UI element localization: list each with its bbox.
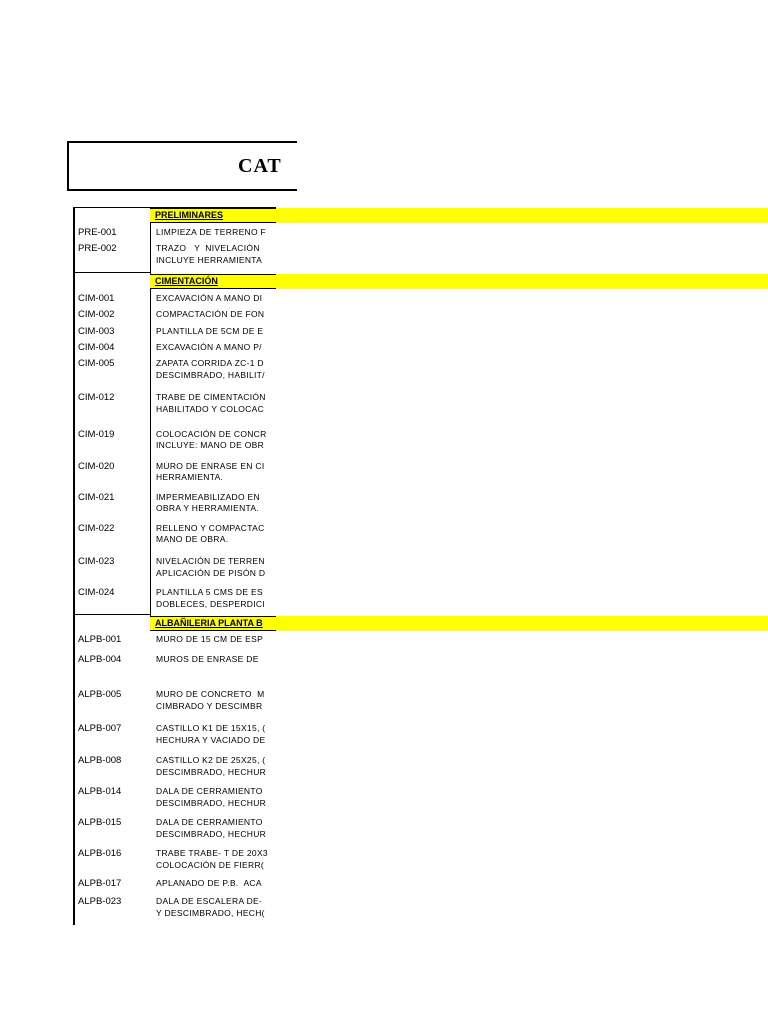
row-description: LIMPIEZA DE TERRENO F (156, 227, 267, 237)
row-description: DALA DE ESCALERA DE- (156, 896, 263, 906)
row-description: HERRAMIENTA. (156, 472, 224, 482)
row-code: CIM-005 (78, 358, 115, 369)
row-code: ALPB-014 (78, 786, 122, 797)
row-code: ALPB-008 (78, 755, 122, 766)
row-description: CIMBRADO Y DESCIMBR (156, 701, 263, 711)
row-description: DOBLECES, DESPERDICI (156, 599, 265, 609)
row-code: CIM-022 (78, 523, 115, 534)
row-divider (75, 272, 150, 273)
row-description: INCLUYE: MANO DE OBR (156, 440, 265, 450)
row-code: PRE-002 (78, 243, 117, 254)
row-code: ALPB-007 (78, 723, 122, 734)
row-description: HECHURA Y VACIADO DE (156, 735, 266, 745)
row-description: PLANTILLA 5 CMS DE ES (156, 587, 263, 597)
row-description: MANO DE OBRA. (156, 534, 229, 544)
row-description: DESCIMBRADO, HABILIT/ (156, 370, 265, 380)
row-description: COLOCACIÓN DE CONCR (156, 429, 267, 439)
section-band-cimentacion (276, 274, 768, 289)
spreadsheet-visible-area (0, 0, 282, 1024)
row-code: CIM-001 (78, 293, 115, 304)
row-description: APLICACIÓN DE PISÓN D (156, 568, 266, 578)
row-description: APLANADO DE P.B. ACA (156, 878, 262, 888)
row-code: CIM-021 (78, 492, 115, 503)
row-code: CIM-002 (78, 309, 115, 320)
section-label: CIMENTACIÓN (155, 276, 218, 286)
row-description: HABILITADO Y COLOCAC (156, 404, 265, 414)
row-description: MURO DE ENRASE EN CI (156, 461, 265, 471)
row-code: CIM-003 (78, 326, 115, 337)
row-description: IMPERMEABILIZADO EN (156, 492, 260, 502)
row-code: ALPB-004 (78, 654, 122, 665)
page-title: CAT (238, 155, 282, 177)
row-description: Y DESCIMBRADO, HECH( (156, 908, 265, 918)
row-code: ALPB-023 (78, 896, 122, 907)
section-label: ALBAÑILERIA PLANTA B (155, 618, 263, 628)
row-description: INCLUYE HERRAMIENTA (156, 255, 263, 265)
row-divider (75, 614, 150, 615)
row-description: MURO DE 15 CM DE ESP (156, 634, 264, 644)
row-code: ALPB-015 (78, 817, 122, 828)
row-code: CIM-023 (78, 556, 115, 567)
row-description: OBRA Y HERRAMIENTA. (156, 503, 260, 513)
row-description: EXCAVACIÓN A MANO P/ (156, 342, 262, 352)
row-code: ALPB-017 (78, 878, 122, 889)
row-code: CIM-004 (78, 342, 115, 353)
row-code: ALPB-005 (78, 689, 122, 700)
row-description: DESCIMBRADO, HECHUR (156, 767, 267, 777)
row-description: TRABE DE CIMENTACIÓN (156, 392, 266, 402)
row-description: ZAPATA CORRIDA ZC-1 D (156, 358, 264, 368)
row-code: CIM-020 (78, 461, 115, 472)
row-description: EXCAVACIÓN A MANO DI (156, 293, 263, 303)
section-label: PRELIMINARES (155, 210, 224, 220)
row-code: PRE-001 (78, 227, 117, 238)
row-description: TRAZO Y NIVELACIÓN (156, 243, 260, 253)
row-code: CIM-019 (78, 429, 115, 440)
row-description: COMPACTACIÓN DE FON (156, 309, 265, 319)
row-description: DESCIMBRADO, HECHUR (156, 798, 267, 808)
row-code: CIM-024 (78, 587, 115, 598)
row-description: CASTILLO K1 DE 15X15, ( (156, 723, 266, 733)
column-divider (150, 207, 151, 623)
row-description: DESCIMBRADO, HECHUR (156, 829, 267, 839)
row-code: ALPB-016 (78, 848, 122, 859)
row-description: MURO DE CONCRETO M (156, 689, 265, 699)
row-description: DALA DE CERRAMIENTO (156, 786, 263, 796)
section-band-albanileria (276, 616, 768, 631)
row-description: CASTILLO K2 DE 25X25, ( (156, 755, 266, 765)
row-description: TRABE TRABE- T DE 20X3 (156, 848, 268, 858)
row-code: ALPB-001 (78, 634, 122, 645)
row-code: CIM-012 (78, 392, 115, 403)
row-description: MUROS DE ENRASE DE (156, 654, 259, 664)
row-description: DALA DE CERRAMIENTO (156, 817, 263, 827)
row-description: COLOCACIÓN DE FIERR( (156, 860, 265, 870)
row-description: PLANTILLA DE 5CM DE E (156, 326, 264, 336)
section-band-preliminares (276, 208, 768, 223)
row-description: NIVELACIÓN DE TERREN (156, 556, 265, 566)
row-description: RELLENO Y COMPACTAC (156, 523, 265, 533)
